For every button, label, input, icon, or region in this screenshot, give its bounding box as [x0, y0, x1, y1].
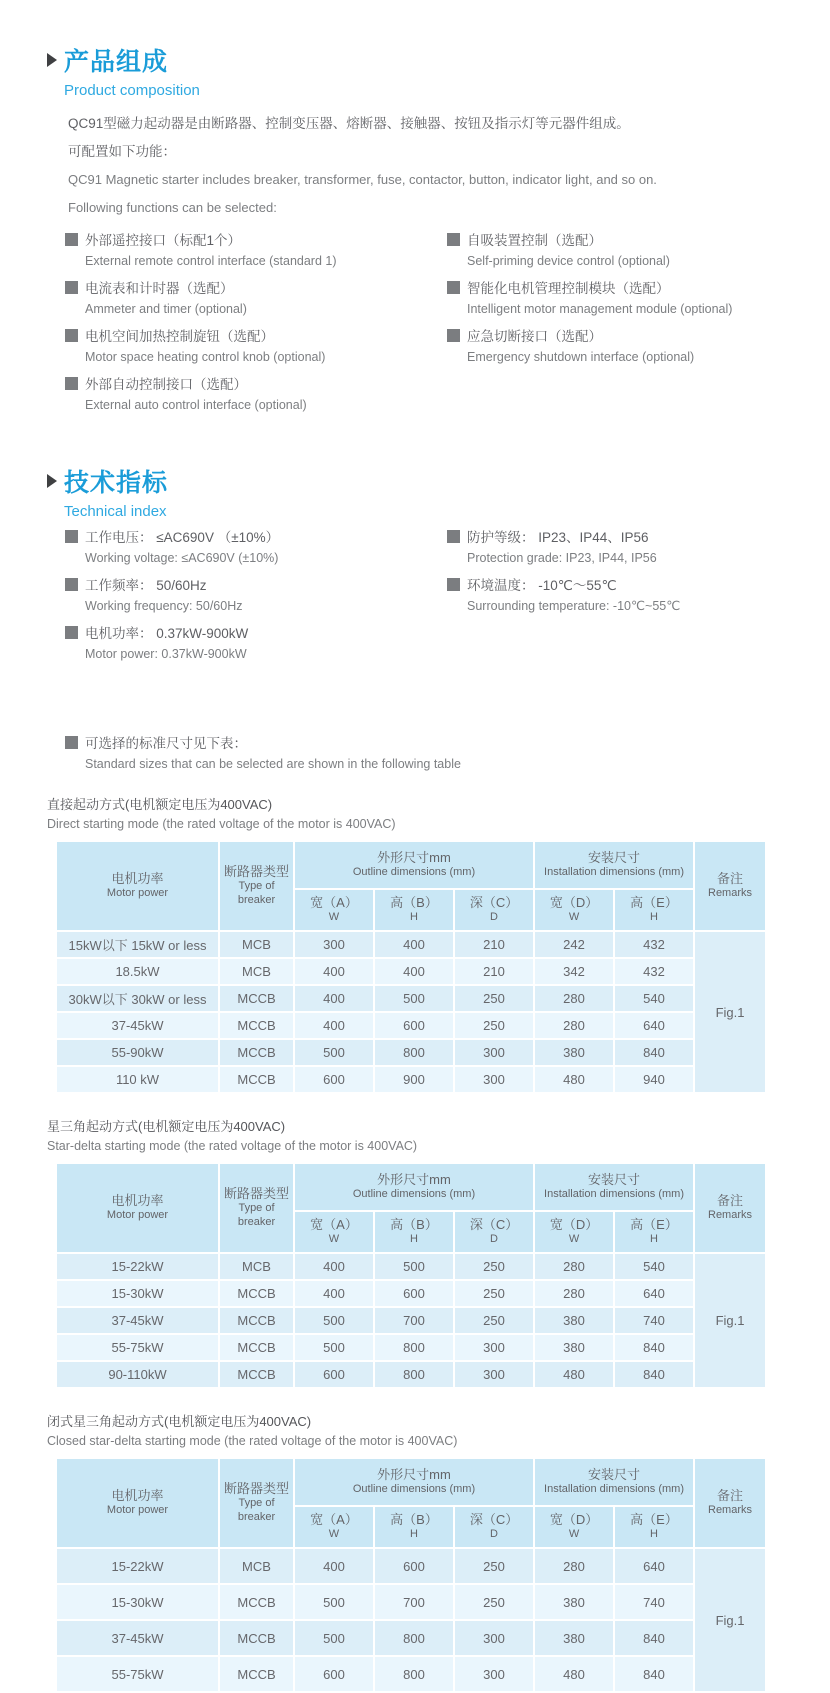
bullet-square-icon	[447, 281, 460, 294]
section-title-en: Technical index	[64, 503, 167, 520]
table-cell: 250	[454, 1012, 534, 1039]
spec-item	[65, 572, 447, 614]
table-cell: 600	[294, 1066, 374, 1093]
table-cell: 250	[454, 1584, 534, 1620]
table-row	[56, 1334, 766, 1361]
table-cell: MCCB	[219, 1656, 294, 1692]
table-cell: 432	[614, 931, 694, 958]
table-cell: 55-75kW	[56, 1334, 219, 1361]
col-header-motor-power: 电机功率 Motor power	[56, 1163, 219, 1253]
section-product-composition	[47, 42, 830, 419]
dimensions-table	[55, 1162, 767, 1389]
col-header-outline-dimensions: 外形尺寸mm Outline dimensions (mm)	[294, 1163, 534, 1211]
item-label-zh: 防护等级： IP23、IP44、IP56	[467, 530, 649, 545]
spec-column-right	[447, 524, 830, 668]
table-row	[56, 1253, 766, 1280]
item-label-en: External remote control interface (standard 1)	[85, 254, 337, 268]
spec-item	[447, 572, 830, 614]
table-cell: 480	[534, 1066, 614, 1093]
table-container	[55, 1162, 830, 1389]
table-cell: 250	[454, 1548, 534, 1584]
section-arrow-icon	[47, 474, 57, 488]
table-cell: 280	[534, 1280, 614, 1307]
table-cell: 840	[614, 1656, 694, 1692]
feature-item	[65, 371, 447, 413]
spec-column-left	[65, 524, 447, 668]
table-cell: 300	[454, 1334, 534, 1361]
table-cell: 300	[454, 1066, 534, 1093]
section-header	[47, 463, 830, 499]
table-cell: MCCB	[219, 1280, 294, 1307]
table-cell: 300	[454, 1039, 534, 1066]
table-cell: 800	[374, 1620, 454, 1656]
table-cell: 280	[534, 985, 614, 1012]
table-cell: 380	[534, 1584, 614, 1620]
table-cell: MCCB	[219, 1334, 294, 1361]
section-title-zh: 产品组成	[64, 48, 169, 76]
col-header-remarks: 备注 Remarks	[694, 1458, 766, 1548]
col-header-breaker: 断路器类型 Type of breaker	[219, 1163, 294, 1253]
section-header	[47, 42, 830, 78]
table-cell: 640	[614, 1280, 694, 1307]
col-subheader: 宽（D） W	[534, 889, 614, 931]
col-subheader: 深（C） D	[454, 1211, 534, 1253]
table-cell: MCCB	[219, 1012, 294, 1039]
table-cell: 500	[374, 1253, 454, 1280]
col-header-breaker: 断路器类型 Type of breaker	[219, 1458, 294, 1548]
table-cell: 380	[534, 1307, 614, 1334]
intro-line-en: Following functions can be selected:	[68, 200, 277, 215]
spec-item	[65, 524, 447, 566]
table-cell: 55-75kW	[56, 1656, 219, 1692]
dimensions-table	[55, 1457, 767, 1693]
bullet-square-icon	[65, 281, 78, 294]
col-header-installation-dimensions: 安装尺寸 Installation dimensions (mm)	[534, 1163, 694, 1211]
table-cell: 400	[294, 1548, 374, 1584]
table-row	[56, 958, 766, 985]
feature-item	[65, 323, 447, 365]
table-container	[55, 1457, 830, 1693]
table-cell: MCCB	[219, 1584, 294, 1620]
col-header-remarks: 备注 Remarks	[694, 841, 766, 931]
table-cell: 400	[294, 1280, 374, 1307]
item-label-en: Working voltage: ≤AC690V (±10%)	[85, 551, 279, 565]
table-row	[56, 1307, 766, 1334]
col-header-installation-dimensions: 安装尺寸 Installation dimensions (mm)	[534, 841, 694, 889]
table-title-en: Direct starting mode (the rated voltage of the motor is 400VAC)	[47, 817, 396, 831]
table-cell: 432	[614, 958, 694, 985]
remarks-cell: Fig.1	[694, 1253, 766, 1388]
table-cell: 500	[294, 1307, 374, 1334]
table-cell: MCCB	[219, 1307, 294, 1334]
item-label-en: Self-priming device control (optional)	[467, 254, 670, 268]
item-label-zh: 环境温度： -10℃～55℃	[467, 578, 617, 593]
table-cell: 380	[534, 1334, 614, 1361]
item-label-zh: 自吸装置控制（选配）	[467, 233, 602, 248]
table-cell: 300	[294, 931, 374, 958]
table-cell: MCB	[219, 1253, 294, 1280]
item-label-zh: 工作频率： 50/60Hz	[85, 578, 207, 593]
feature-column-right	[447, 227, 830, 419]
table-row	[56, 1012, 766, 1039]
item-label-en: Emergency shutdown interface (optional)	[467, 350, 695, 364]
table-cell: 15-30kW	[56, 1280, 219, 1307]
table-cell: 600	[294, 1656, 374, 1692]
remarks-cell: Fig.1	[694, 1548, 766, 1692]
table-row	[56, 1656, 766, 1692]
table-cell: 840	[614, 1039, 694, 1066]
table-container	[55, 840, 830, 1094]
table-cell: 400	[294, 1012, 374, 1039]
bullet-square-icon	[65, 329, 78, 342]
table-cell: 37-45kW	[56, 1620, 219, 1656]
bullet-square-icon	[447, 578, 460, 591]
table-title-zh: 闭式星三角起动方式(电机额定电压为400VAC)	[47, 1414, 312, 1429]
table-cell: 800	[374, 1361, 454, 1388]
table-cell: 250	[454, 1253, 534, 1280]
intro-line-zh: 可配置如下功能：	[68, 144, 176, 159]
table-cell: 15kW以下 15kW or less	[56, 931, 219, 958]
feature-item	[447, 323, 830, 365]
table-cell: 280	[534, 1548, 614, 1584]
feature-item	[65, 227, 447, 269]
table-cell: 640	[614, 1012, 694, 1039]
table-cell: 600	[374, 1012, 454, 1039]
col-subheader: 高（E） H	[614, 1506, 694, 1548]
spec-list	[65, 524, 830, 668]
table-cell: 90-110kW	[56, 1361, 219, 1388]
col-subheader: 宽（A） W	[294, 1211, 374, 1253]
item-label-zh: 电机功率： 0.37kW-900kW	[85, 626, 249, 641]
bullet-square-icon	[65, 233, 78, 246]
table-cell: MCB	[219, 931, 294, 958]
table-cell: 600	[294, 1361, 374, 1388]
table-cell: 342	[534, 958, 614, 985]
table-cell: 500	[294, 1039, 374, 1066]
item-label-zh: 智能化电机管理控制模块（选配）	[467, 281, 670, 296]
col-header-motor-power: 电机功率 Motor power	[56, 1458, 219, 1548]
col-subheader: 高（B） H	[374, 889, 454, 931]
table-block-direct-starting	[47, 796, 830, 1094]
feature-list	[65, 227, 830, 419]
col-header-breaker: 断路器类型 Type of breaker	[219, 841, 294, 931]
intro-line-zh: QC91型磁力起动器是由断路器、控制变压器、熔断器、接触器、按钮及指示灯等元器件组成。	[68, 116, 630, 131]
item-label-en: Intelligent motor management module (optional)	[467, 302, 733, 316]
col-subheader: 高（B） H	[374, 1211, 454, 1253]
table-cell: 300	[454, 1361, 534, 1388]
table-cell: 110 kW	[56, 1066, 219, 1093]
table-cell: 15-30kW	[56, 1584, 219, 1620]
item-label-en: Protection grade: IP23, IP44, IP56	[467, 551, 657, 565]
table-cell: 400	[374, 931, 454, 958]
table-cell: MCCB	[219, 1361, 294, 1388]
table-cell: 300	[454, 1620, 534, 1656]
table-cell: 37-45kW	[56, 1012, 219, 1039]
table-cell: 400	[294, 1253, 374, 1280]
bullet-square-icon	[65, 626, 78, 639]
table-cell: 800	[374, 1039, 454, 1066]
table-cell: 500	[374, 985, 454, 1012]
col-header-outline-dimensions: 外形尺寸mm Outline dimensions (mm)	[294, 841, 534, 889]
table-row	[56, 931, 766, 958]
col-subheader: 高（E） H	[614, 889, 694, 931]
item-label-en: Surrounding temperature: -10℃~55℃	[467, 599, 681, 613]
table-cell: 900	[374, 1066, 454, 1093]
table-row	[56, 1039, 766, 1066]
table-row	[56, 1584, 766, 1620]
section-technical-index	[47, 463, 830, 668]
table-cell: MCB	[219, 1548, 294, 1584]
table-cell: 210	[454, 931, 534, 958]
table-cell: MCCB	[219, 1620, 294, 1656]
feature-item	[447, 275, 830, 317]
intro-paragraphs	[68, 115, 830, 217]
table-cell: 242	[534, 931, 614, 958]
col-header-installation-dimensions: 安装尺寸 Installation dimensions (mm)	[534, 1458, 694, 1506]
table-title-en: Star-delta starting mode (the rated voltage of the motor is 400VAC)	[47, 1139, 418, 1153]
table-row	[56, 1361, 766, 1388]
feature-item	[65, 275, 447, 317]
item-label-zh: 工作电压： ≤AC690V （±10%）	[85, 530, 280, 545]
item-label-en: External auto control interface (optional)	[85, 398, 307, 412]
table-block-star-delta	[47, 1118, 830, 1389]
table-cell: MCB	[219, 958, 294, 985]
table-cell: 700	[374, 1584, 454, 1620]
table-cell: 15-22kW	[56, 1253, 219, 1280]
table-title-en: Closed star-delta starting mode (the rated voltage of the motor is 400VAC)	[47, 1434, 458, 1448]
table-cell: 500	[294, 1584, 374, 1620]
table-cell: 55-90kW	[56, 1039, 219, 1066]
size-note-label-zh: 可选择的标准尺寸见下表：	[85, 736, 247, 751]
table-cell: 940	[614, 1066, 694, 1093]
item-label-zh: 外部自动控制接口（选配）	[85, 377, 247, 392]
item-label-zh: 电流表和计时器（选配）	[85, 281, 234, 296]
table-cell: 300	[454, 1656, 534, 1692]
section-arrow-icon	[47, 53, 57, 67]
table-row	[56, 985, 766, 1012]
table-row	[56, 1066, 766, 1093]
table-cell: 840	[614, 1334, 694, 1361]
table-cell: 480	[534, 1361, 614, 1388]
col-subheader: 宽（D） W	[534, 1211, 614, 1253]
size-note-label-en: Standard sizes that can be selected are shown in the following table	[85, 757, 461, 771]
table-cell: 210	[454, 958, 534, 985]
table-cell: 280	[534, 1012, 614, 1039]
table-cell: 37-45kW	[56, 1307, 219, 1334]
table-cell: 600	[374, 1280, 454, 1307]
table-cell: 500	[294, 1334, 374, 1361]
col-subheader: 深（C） D	[454, 1506, 534, 1548]
bullet-square-icon	[65, 736, 78, 749]
item-label-en: Motor space heating control knob (optional)	[85, 350, 326, 364]
item-label-zh: 应急切断接口（选配）	[467, 329, 602, 344]
table-cell: MCCB	[219, 1066, 294, 1093]
table-cell: 740	[614, 1584, 694, 1620]
table-cell: 840	[614, 1361, 694, 1388]
table-cell: 400	[374, 958, 454, 985]
section-title-en: Product composition	[64, 82, 200, 99]
table-title-zh: 星三角起动方式(电机额定电压为400VAC)	[47, 1119, 286, 1134]
table-cell: 800	[374, 1334, 454, 1361]
item-label-zh: 电机空间加热控制旋钮（选配）	[85, 329, 274, 344]
dimensions-table	[55, 840, 767, 1094]
table-title-zh: 直接起动方式(电机额定电压为400VAC)	[47, 797, 273, 812]
feature-item	[447, 227, 830, 269]
table-cell: 500	[294, 1620, 374, 1656]
col-header-motor-power: 电机功率 Motor power	[56, 841, 219, 931]
table-block-closed-star-delta	[47, 1413, 830, 1693]
table-cell: 480	[534, 1656, 614, 1692]
table-cell: 18.5kW	[56, 958, 219, 985]
item-label-en: Ammeter and timer (optional)	[85, 302, 247, 316]
table-cell: 740	[614, 1307, 694, 1334]
spec-item	[447, 524, 830, 566]
col-subheader: 宽（D） W	[534, 1506, 614, 1548]
intro-line-en: QC91 Magnetic starter includes breaker, transformer, fuse, contactor, button, indicator light, and so on.	[68, 172, 657, 187]
table-cell: MCCB	[219, 985, 294, 1012]
col-subheader: 宽（A） W	[294, 889, 374, 931]
table-cell: 640	[614, 1548, 694, 1584]
table-cell: 30kW以下 30kW or less	[56, 985, 219, 1012]
bullet-square-icon	[447, 233, 460, 246]
feature-column-left	[65, 227, 447, 419]
table-cell: 540	[614, 985, 694, 1012]
section-title-zh: 技术指标	[64, 469, 169, 497]
remarks-cell: Fig.1	[694, 931, 766, 1093]
table-cell: 400	[294, 958, 374, 985]
size-note	[65, 730, 830, 772]
table-cell: 380	[534, 1039, 614, 1066]
spec-item	[65, 620, 447, 662]
table-cell: MCCB	[219, 1039, 294, 1066]
table-cell: 280	[534, 1253, 614, 1280]
size-note-zh	[65, 730, 830, 754]
col-subheader: 宽（A） W	[294, 1506, 374, 1548]
bullet-square-icon	[65, 578, 78, 591]
table-cell: 600	[374, 1548, 454, 1584]
table-row	[56, 1280, 766, 1307]
item-label-en: Working frequency: 50/60Hz	[85, 599, 243, 613]
col-header-remarks: 备注 Remarks	[694, 1163, 766, 1253]
item-label-zh: 外部遥控接口（标配1个）	[85, 233, 242, 248]
table-cell: 700	[374, 1307, 454, 1334]
col-subheader: 高（E） H	[614, 1211, 694, 1253]
table-row	[56, 1620, 766, 1656]
table-row	[56, 1548, 766, 1584]
table-cell: 250	[454, 1307, 534, 1334]
bullet-square-icon	[65, 530, 78, 543]
table-cell: 840	[614, 1620, 694, 1656]
bullet-square-icon	[65, 377, 78, 390]
table-cell: 250	[454, 1280, 534, 1307]
table-cell: 250	[454, 985, 534, 1012]
item-label-en: Motor power: 0.37kW-900kW	[85, 647, 247, 661]
col-subheader: 深（C） D	[454, 889, 534, 931]
bullet-square-icon	[447, 530, 460, 543]
table-cell: 15-22kW	[56, 1548, 219, 1584]
table-cell: 800	[374, 1656, 454, 1692]
bullet-square-icon	[447, 329, 460, 342]
col-subheader: 高（B） H	[374, 1506, 454, 1548]
table-cell: 540	[614, 1253, 694, 1280]
table-cell: 400	[294, 985, 374, 1012]
col-header-outline-dimensions: 外形尺寸mm Outline dimensions (mm)	[294, 1458, 534, 1506]
table-cell: 380	[534, 1620, 614, 1656]
